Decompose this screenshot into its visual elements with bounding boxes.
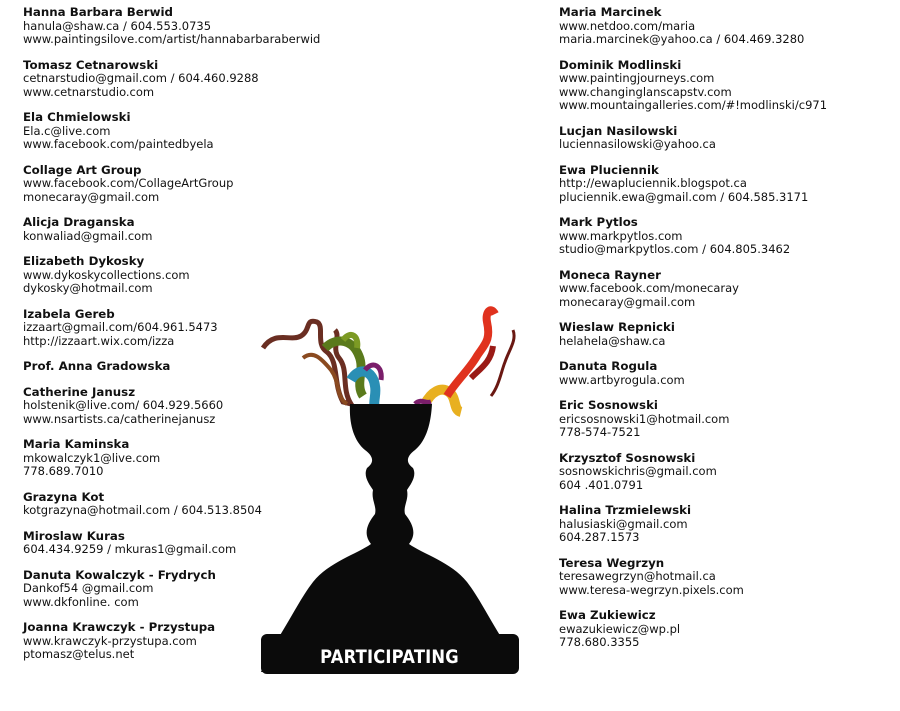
vase-silhouette [261,404,517,672]
artist-contact-line: www.dkfonline. com [23,594,139,609]
artist-contact-line: studio@markpytlos.com / 604.805.3462 [559,242,791,256]
artist-contact-line: halusiaski@gmail.com [559,516,688,531]
artist-name: Prof. Anna Gradowska [23,359,171,373]
artist-contact-line: kotgrazyna@hotmail.com / 604.513.8504 [23,503,262,517]
artist-name: Elizabeth Dykosky [23,254,145,268]
artist-contact-line: mkowalczyk1@live.com [23,450,161,465]
artist-name: Tomasz Cetnarowski [23,57,159,72]
artist-contact-line: www.netdoo.com/maria [559,18,696,33]
artist-entry [23,164,323,205]
artist-contact-line: www.facebook.com/monecaray [559,281,739,295]
artist-contact-line: ewazukiewicz@wp.pl [559,621,681,636]
artist-name: Miroslaw Kuras [23,528,125,543]
artist-name: Ewa Pluciennik [559,162,659,177]
artist-contact-line: www.cetnarstudio.com [23,84,155,99]
artist-name: Hanna Barbara Berwid [23,5,173,19]
artist-contact-line: www.paintingjourneys.com [559,71,715,85]
artist-contact-line: 778.689.7010 [23,464,104,478]
artist-entry [23,6,323,47]
artist-name: Izabela Gereb [23,306,115,321]
artist-entry [559,557,894,598]
artist-name: Krzysztof Sosnowski [559,450,696,465]
artist-entry [559,399,894,440]
artist-name: Maria Marcinek [559,5,662,19]
artist-contact-line: teresawegrzyn@hotmail.ca [559,569,716,583]
artist-name: Alicja Draganska [23,215,135,229]
artist-contact-line: konwaliad@gmail.com [23,228,153,243]
artist-contact-line: maria.marcinek@yahoo.ca / 604.469.3280 [559,32,805,46]
right-artist-column [559,6,894,662]
artist-contact-line: izzaart@gmail.com/604.961.5473 [23,320,218,334]
artist-name: Dominik Modlinski [559,57,682,72]
artist-contact-line: luciennasilowski@yahoo.ca [559,137,716,151]
artist-entry [559,216,894,257]
artist-entry [23,111,323,152]
artist-contact-line: www.changinglanscapstv.com [559,84,732,99]
artist-name: Eric Sosnowski [559,398,658,412]
artist-contact-line: monecaray@gmail.com [23,189,160,204]
artist-name: Maria Kaminska [23,437,130,451]
artist-contact-line: holstenik@live.com/ 604.929.5660 [23,398,224,412]
artist-entry [559,59,894,113]
artist-entry [559,360,894,387]
artist-name: Catherine Janusz [23,384,136,399]
artist-contact-line: 604.434.9259 / mkuras1@gmail.com [23,542,237,556]
artist-contact-line: www.paintingsilove.com/artist/hannabarbaraberwid [23,32,321,46]
artist-entry [559,125,894,152]
artist-name: Mark Pytlos [559,215,638,229]
artist-name: Danuta Kowalczyk - Frydrych [23,567,216,582]
artist-name: Grazyna Kot [23,489,105,504]
artist-contact-line: 778-574-7521 [559,425,641,439]
artist-contact-line: Dankof54 @gmail.com [23,581,154,595]
artist-contact-line: Ela.c@live.com [23,123,111,138]
artist-contact-line: http://izzaart.wix.com/izza [23,333,175,348]
artist-name: Joanna Krawczyk - Przystupa [23,620,216,634]
artist-contact-line: 778.680.3355 [559,635,640,649]
artist-contact-line: www.markpytlos.com [559,228,683,243]
artist-contact-line: www.mountaingalleries.com/#!modlinski/c971 [559,98,828,112]
artist-contact-line: cetnarstudio@gmail.com / 604.460.9288 [23,71,259,85]
artist-entry [559,452,894,493]
artist-contact-line: dykosky@hotmail.com [23,281,153,295]
artist-contact-line: sosnowskichris@gmail.com [559,464,717,478]
artist-entry [559,321,894,348]
artist-contact-line: hanula@shaw.ca / 604.553.0735 [23,18,212,33]
artist-contact-line: www.teresa-wegrzyn.pixels.com [559,582,744,597]
artist-contact-line: www.facebook.com/paintedbyela [23,137,214,151]
artist-contact-line: 604 .401.0791 [559,477,644,492]
artist-contact-line: ptomasz@telus.net [23,647,135,661]
paint-splash-image [263,310,514,412]
artist-name: Lucjan Nasilowski [559,123,678,138]
vase-faces-illustration [255,300,525,704]
artist-name: Wieslaw Repnicki [559,320,675,334]
artist-entry [559,504,894,545]
artist-contact-line: www.facebook.com/CollageArtGroup [23,176,234,190]
artist-name: Ela Chmielowski [23,110,131,124]
artist-entry [559,6,894,47]
artist-contact-line: www.dykoskycollections.com [23,267,190,282]
artist-contact-line: http://ewapluciennik.blogspot.ca [559,176,747,190]
artist-name: Ewa Zukiewicz [559,608,656,622]
artist-name: Moneca Rayner [559,267,661,282]
artist-entry [23,216,323,243]
artist-contact-line: pluciennik.ewa@gmail.com / 604.585.3171 [559,189,809,204]
artist-contact-line: 604.287.1573 [559,530,640,544]
artist-contact-line: www.artbyrogula.com [559,372,685,387]
artist-entry [23,59,323,100]
artist-contact-line: www.nsartists.ca/catherinejanusz [23,411,216,426]
artist-entry [559,164,894,205]
artist-entry [23,255,323,296]
artist-entry [559,269,894,310]
artist-entry [559,609,894,650]
artist-name: Danuta Rogula [559,359,658,373]
artist-contact-line: ericsosnowski1@hotmail.com [559,411,730,426]
artist-name: Halina Trzmielewski [559,503,692,517]
artist-name: Collage Art Group [23,162,142,177]
artist-contact-line: www.krawczyk-przystupa.com [23,633,197,648]
artist-contact-line: monecaray@gmail.com [559,294,696,309]
artist-name: Teresa Wegrzyn [559,555,665,570]
participating-artists-title: PARTICIPATING ARTISTS [320,646,459,704]
artist-contact-line: helahela@shaw.ca [559,333,666,348]
